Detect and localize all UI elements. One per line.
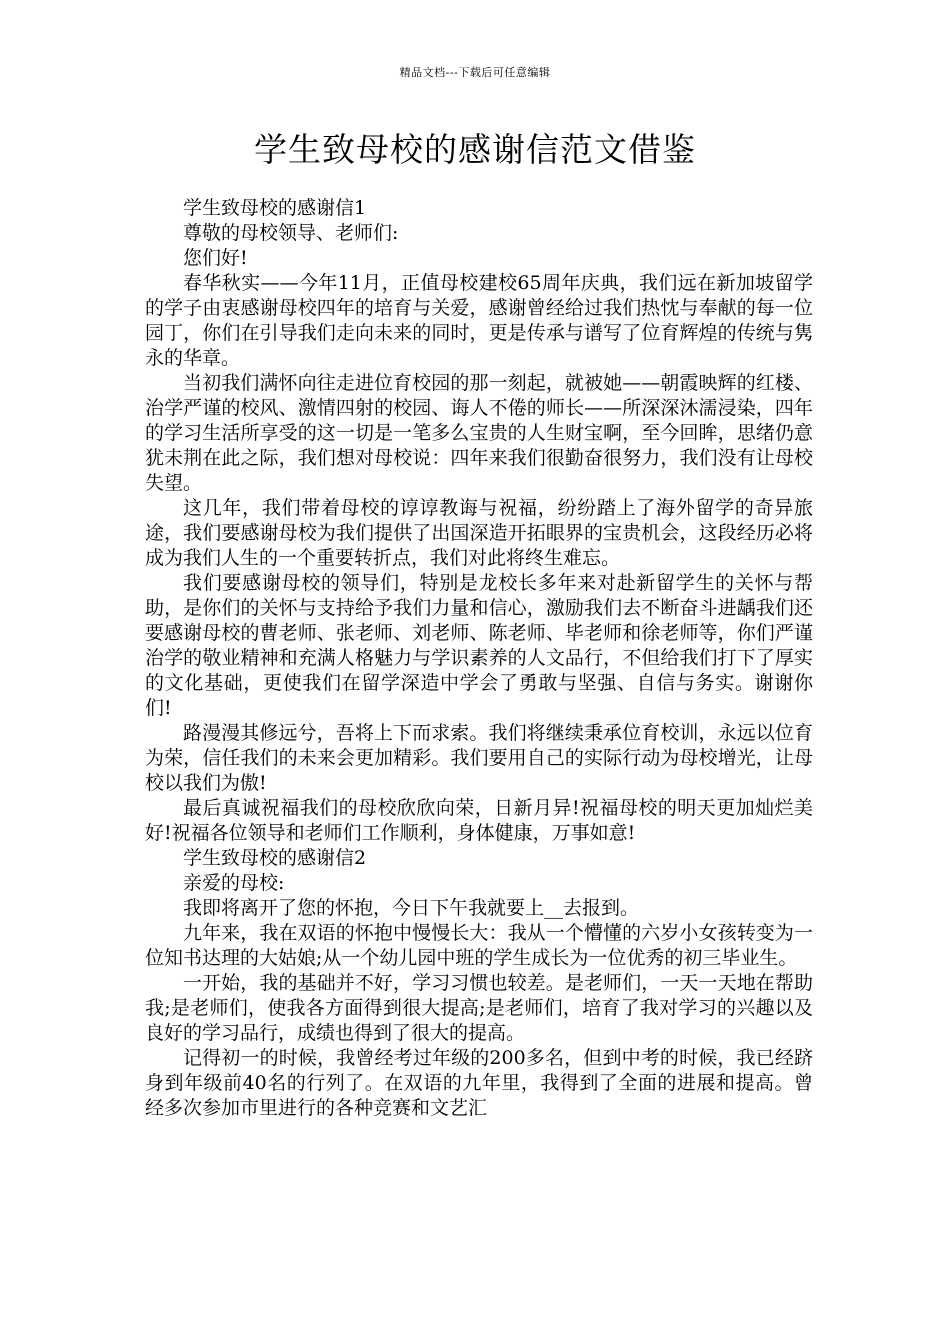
paragraph: 记得初一的时候，我曾经考过年级的200多名，但到中考的时候，我已经跻身到年级前40名的行列了。在双语的九年里，我得到了全面的进展和提高。曾经多次参加市里进行的各种竞赛和文艺汇	[145, 1047, 813, 1119]
paragraph: 当初我们满怀向往走进位育校园的那一刻起，就被她——朝霞映辉的红楼、治学严谨的校风、激情四射的校园、诲人不倦的师长——所深深沐濡浸染，四年的学习生活所享受的这一切是一笔多么宝贵的人生财宝啊，至今回眸，思绪仍意犹未荆在此之际，我们想对母校说：四年来我们很勤奋很努力，我们没有让母校失望。	[145, 372, 813, 494]
salutation-2: 亲爱的母校:	[183, 872, 285, 894]
section-heading-2: 学生致母校的感谢信2	[183, 847, 367, 869]
header-note: 精品文档---下载后可任意编辑	[399, 66, 551, 79]
paragraph: 我们要感谢母校的领导们，特别是龙校长多年来对赴新留学生的关怀与帮助，是你们的关怀与支持给予我们力量和信心，激励我们去不断奋斗进龋我们还要感谢母校的曹老师、张老师、刘老师、陈老师、毕老师和徐老师等，你们严谨治学的敬业精神和充满人格魅力与学识素养的人文品行，不但给我们打下了厚实的文化基础，更使我们在留学深造中学会了勇敢与坚强、自信与务实。谢谢你们!	[145, 572, 813, 719]
paragraph: 一开始，我的基础并不好，学习习惯也较差。是老师们，一天一天地在帮助我;是老师们，使我各方面得到很大提高;是老师们，培育了我对学习的兴趣以及良好的学习品行，成绩也得到了很大的提高。	[145, 972, 813, 1044]
greeting: 您们好!	[183, 247, 248, 269]
paragraph: 这几年，我们带着母校的谆谆教诲与祝福，纷纷踏上了海外留学的奇异旅途，我们要感谢母校为我们提供了出国深造开拓眼界的宝贵机会，这段经历必将成为我们人生的一个重要转折点，我们对此将终生难忘。	[145, 497, 813, 569]
paragraph: 我即将离开了您的怀抱，今日下午我就要上__去报到。	[183, 897, 640, 919]
paragraph: 九年来，我在双语的怀抱中慢慢长大：我从一个懵懂的六岁小女孩转变为一位知书达理的大姑娘;从一个幼儿园中班的学生成长为一位优秀的初三毕业生。	[145, 922, 813, 969]
section-heading-1: 学生致母校的感谢信1	[183, 197, 367, 219]
paragraph: 最后真诚祝福我们的母校欣欣向荣，日新月异!祝福母校的明天更加灿烂美好!祝福各位领导和老师们工作顺利，身体健康，万事如意!	[145, 797, 813, 844]
page-title: 学生致母校的感谢信范文借鉴	[254, 130, 696, 169]
paragraph: 路漫漫其修远兮，吾将上下而求索。我们将继续秉承位育校训，永远以位育为荣，信任我们的未来会更加精彩。我们要用自己的实际行动为母校增光，让母校以我们为傲!	[145, 722, 813, 794]
document-body	[145, 196, 813, 1121]
paragraph: 春华秋实——今年11月，正值母校建校65周年庆典，我们远在新加坡留学的学子由衷感谢母校四年的培育与关爱，感谢曾经给过我们热忱与奉献的每一位园丁，你们在引导我们走向未来的同时，更是传承与谱写了位育辉煌的传统与隽永的华章。	[145, 272, 813, 369]
salutation-1: 尊敬的母校领导、老师们:	[183, 222, 399, 244]
